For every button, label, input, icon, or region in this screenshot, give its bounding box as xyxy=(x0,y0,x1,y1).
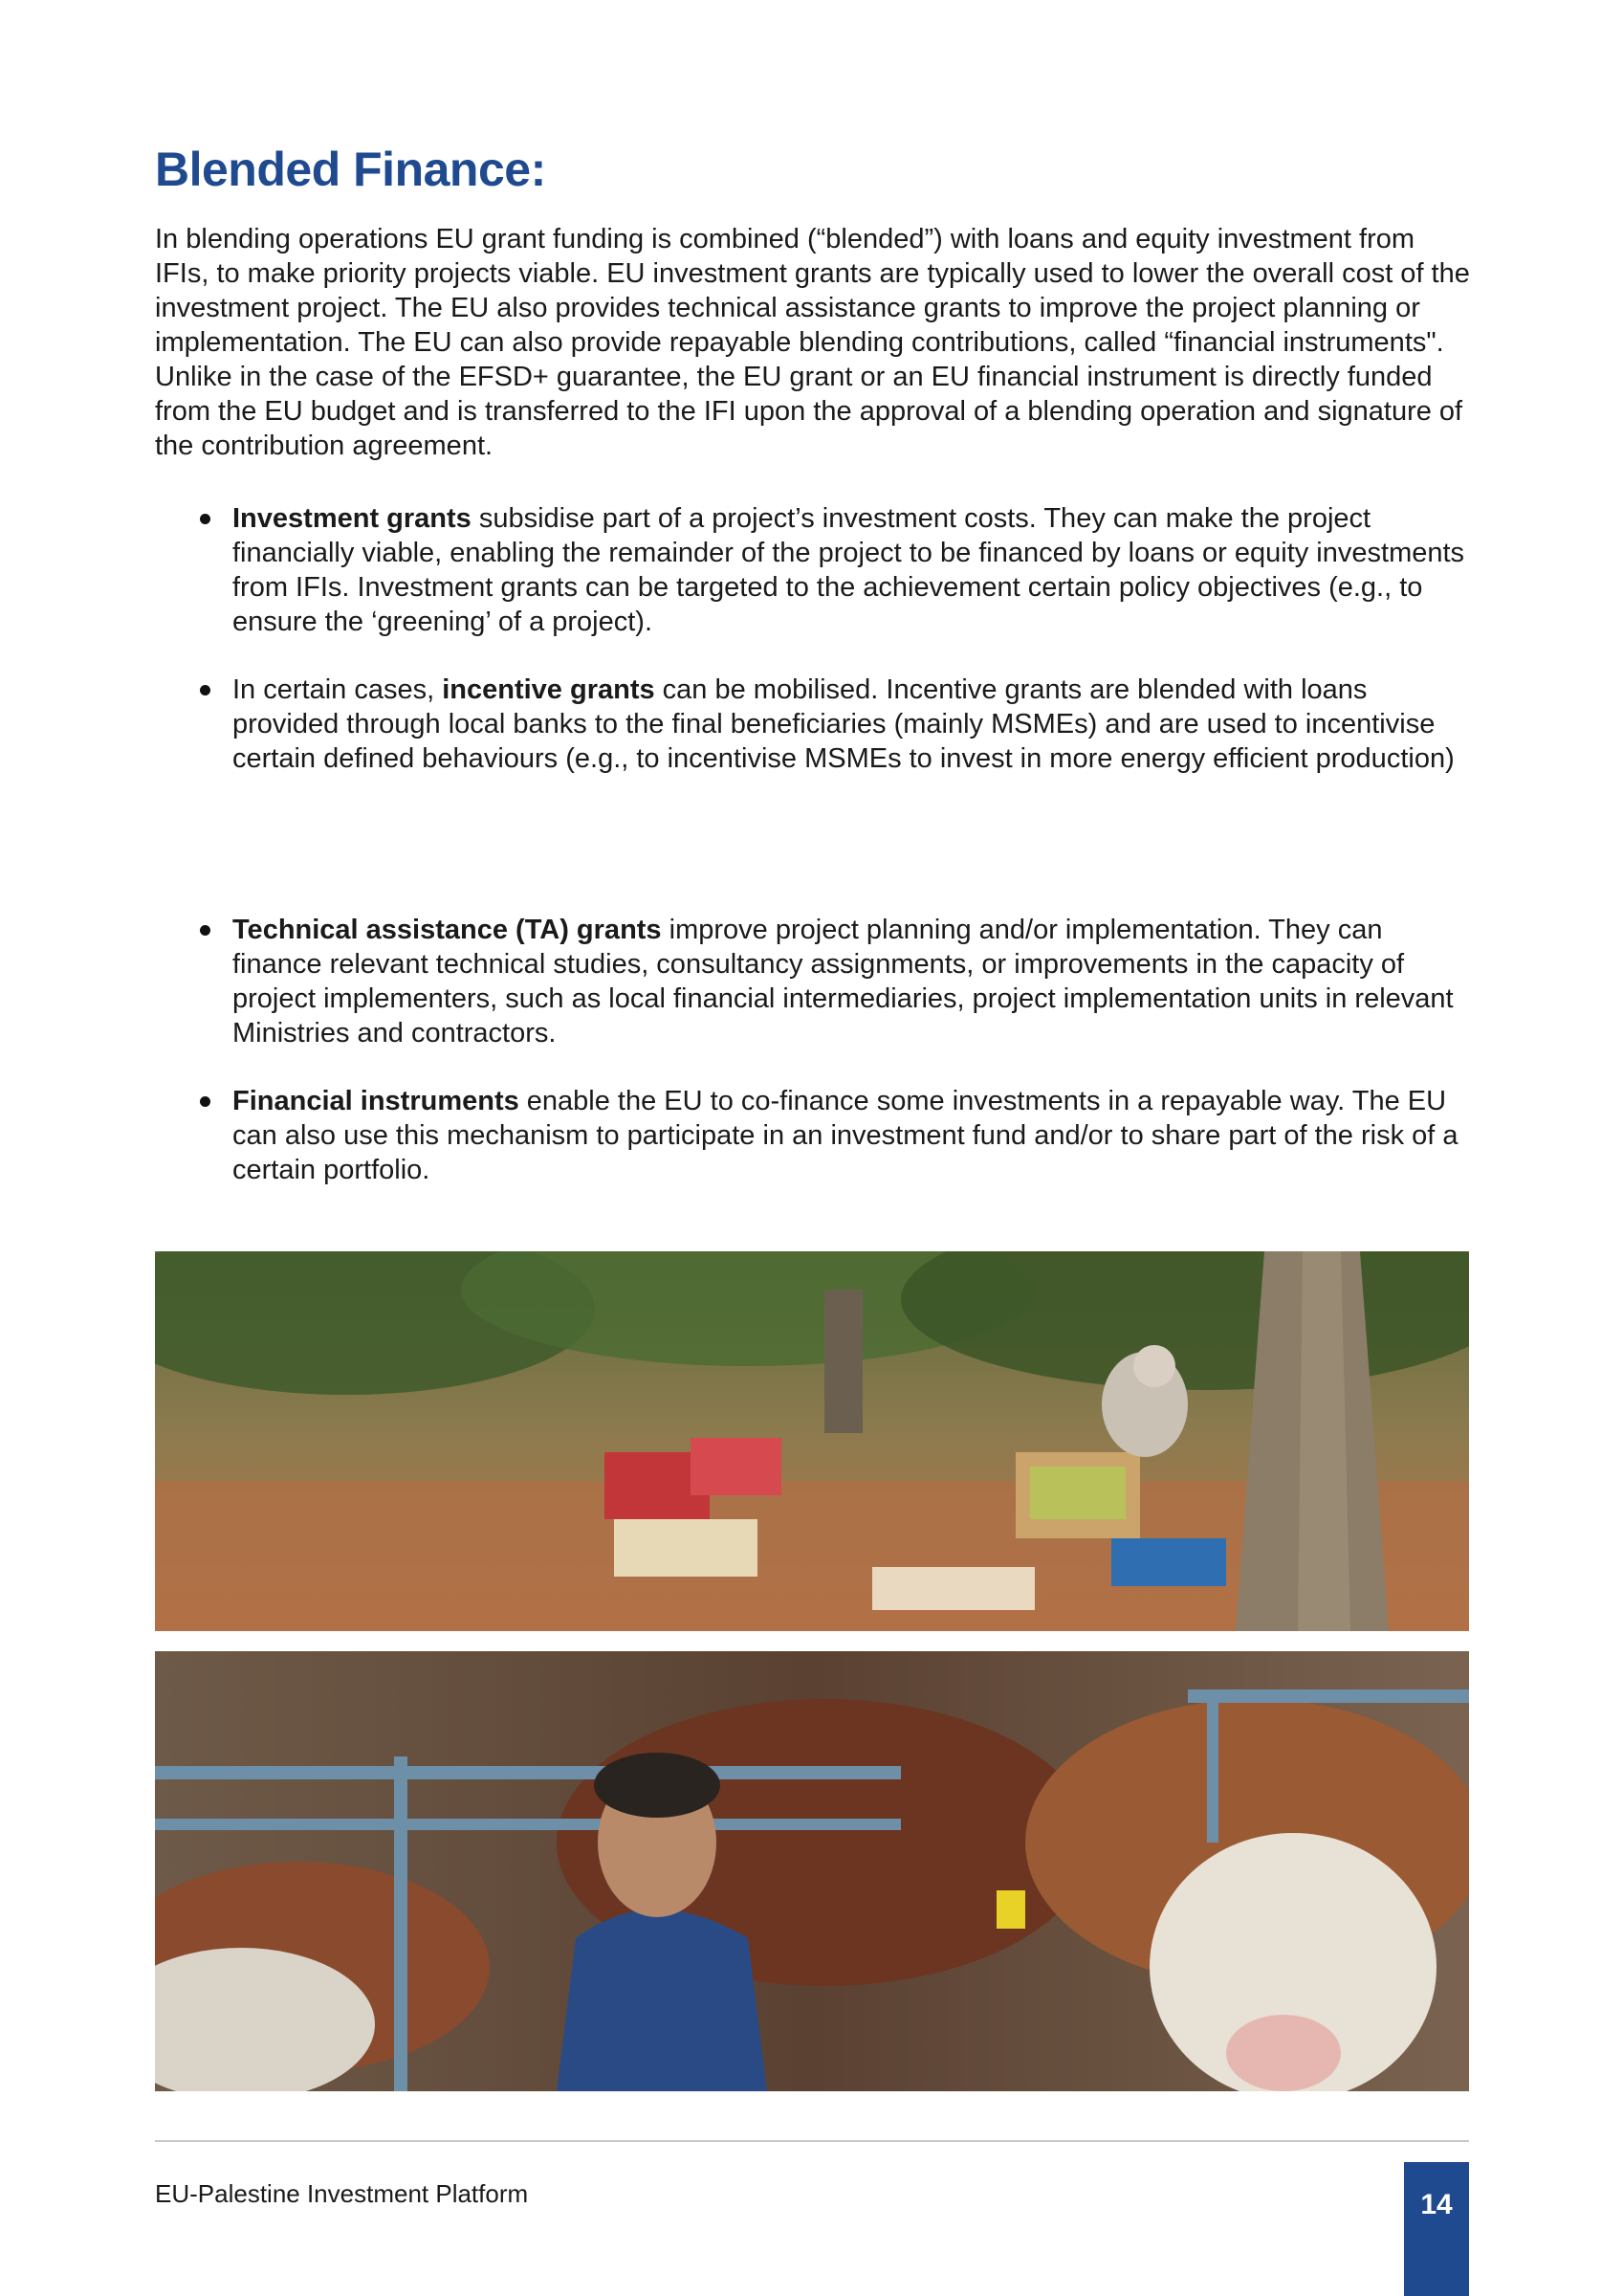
bullet-icon xyxy=(200,1096,210,1107)
photo-olive-grove-produce xyxy=(155,1251,1469,1631)
bullet-technical-assistance xyxy=(232,913,1476,1050)
bullet-investment-grants xyxy=(232,501,1476,639)
bullet-text: improve project planning and/or implementation. They can finance relevant technical studies, consultancy assignments, or improvements in the capacity of project implementers, such as local financial intermediaries, project implementation units in relevant Ministries and contractors. xyxy=(232,915,1454,1049)
bullet-term: Technical assistance (TA) grants xyxy=(232,915,662,945)
bullet-text: can be mobilised. Incentive grants are blended with loans provided through local banks to the final beneficiaries (mainly MSMEs) and are used to incentivise certain defined behaviours (e.g., to incentivise MSMEs to invest in more energy efficient production) xyxy=(232,674,1455,774)
page-title: Blended Finance: xyxy=(155,143,546,196)
bullet-icon xyxy=(200,685,210,695)
bullet-financial-instruments xyxy=(232,1084,1476,1187)
bullet-incentive-grants xyxy=(232,673,1476,776)
intro-paragraph: In blending operations EU grant funding is combined (“blended”) with loans and equity investment from IFIs, to make priority projects viable. EU investment grants are typically used to lower the overall cost of the investment project. The EU also provides technical assistance grants to improve the project planning or implementation. The EU can also provide repayable blending contributions, called “financial instruments". Unlike in the case of the EFSD+ guarantee, the EU grant or an EU financial instrument is directly funded from the EU budget and is transferred to the IFI upon the approval of a blending operation and signature of the contribution agreement. xyxy=(155,224,1470,461)
footer-title: EU-Palestine Investment Platform xyxy=(155,2179,529,2208)
footer-divider xyxy=(155,2140,1469,2142)
olive-grove-illustration xyxy=(155,1251,1469,1631)
page-number: 14 xyxy=(1404,2162,1469,2296)
photo-farmer-cattle xyxy=(155,1651,1469,2091)
bullet-lead: In certain cases, xyxy=(232,674,443,705)
bullet-term: Financial instruments xyxy=(232,1086,519,1116)
bullet-term: Investment grants xyxy=(232,503,472,534)
bullet-text: enable the EU to co-finance some investments in a repayable way. The EU can also use this mechanism to participate in an investment fund and/or to share part of the risk of a certain portfolio. xyxy=(232,1086,1459,1185)
bullet-term: incentive grants xyxy=(442,674,655,705)
bullet-icon xyxy=(200,514,210,524)
bullet-icon xyxy=(200,925,210,936)
bullet-text: subsidise part of a project’s investment costs. They can make the project financially viable, enabling the remainder of the project to be financed by loans or equity investments from IFIs. Investment grants can be targeted to the achievement certain policy objectives (e.g., to ensure the ‘greening’ of a project). xyxy=(232,503,1465,637)
farmer-cattle-illustration xyxy=(155,1651,1469,2091)
